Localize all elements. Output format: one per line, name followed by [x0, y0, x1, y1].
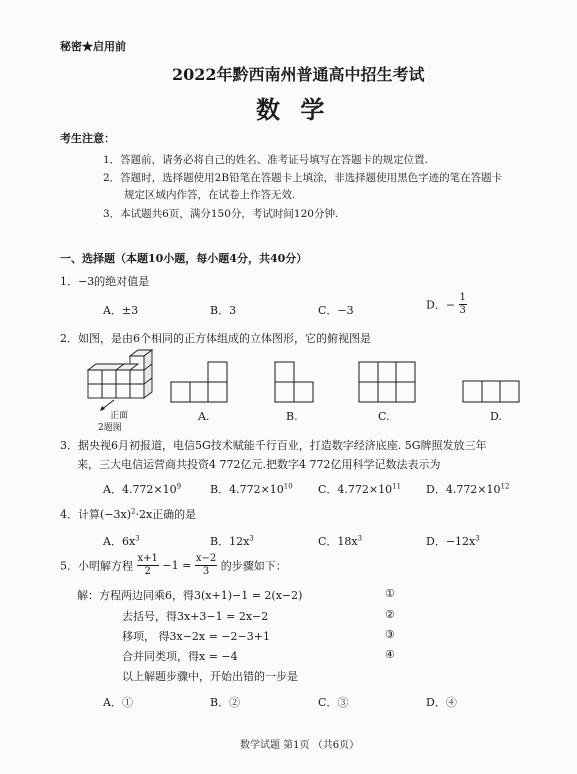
question-4-option-b: B．$12x^3$	[210, 534, 254, 548]
question-3-option-d: D．$4.772\times 10^{12}$	[426, 482, 510, 496]
notice-item-2: 2．答题时，选择题使用2B铅笔在答题卡上填涂，非选择题使用黑色字迹的笔在答题卡	[103, 172, 503, 184]
option-c-label: C.	[378, 410, 390, 423]
option-b-label: B.	[286, 410, 298, 423]
question-3-line-1: 3．据央视6月初报道，电信5G技术赋能千行百业，打造数字经济底座. 5G牌照发放三年	[60, 439, 487, 452]
solution-step-4: 合并同类项，得x = −4	[122, 650, 238, 663]
question-5-stem: 5．小明解方程 $\frac{x+1}{2}$ −1 = $\frac{x-2}{3}$ 的步骤如下：	[60, 553, 287, 577]
question-4-option-a: A．$6x^3$	[103, 534, 140, 548]
question-3-option-a: A．$4.772\times 10^9$	[103, 482, 182, 496]
question-1-option-d: D．− $\frac{1}{3}$	[426, 292, 466, 316]
notice-item-1: 1．答题前，请务必将自己的姓名、准考证号填写在答题卡的规定位置.	[103, 154, 429, 166]
subject-title: 数 学	[256, 95, 331, 124]
question-4-option-d: D．$-12x^3$	[426, 534, 480, 548]
question-1-option-c: C．−3	[318, 304, 354, 317]
notice-heading: 考生注意：	[60, 132, 115, 145]
question-1-option-b: B．3	[210, 304, 237, 317]
option-a-label: A.	[198, 410, 210, 423]
option-c-grid	[358, 361, 416, 403]
question-3-option-c: C．$4.772\times 10^{11}$	[318, 482, 402, 496]
question-1-stem: 1．−3的绝对值是	[60, 275, 150, 288]
question-5-prompt: 以上解题步骤中，开始出错的一步是	[122, 670, 298, 683]
solution-step-2-mark: ②	[385, 608, 395, 621]
notice-item-3: 3．本试题共6页，满分150分，考试时间120分钟.	[103, 208, 339, 220]
solution-step-3: 移项， 得3x−2x = −2−3+1	[122, 630, 270, 643]
question-5-option-a: A．①	[103, 696, 133, 709]
section-heading: 一、选择题（本题10小题，每小题4分，共40分）	[60, 252, 308, 265]
question-5-option-b: B．②	[210, 696, 241, 709]
solution-step-1: 解：方程两边同乘6，得3(x+1)−1 = 2(x−2)	[77, 589, 303, 602]
confidential-label: 秘密★启用前	[60, 40, 126, 53]
solution-step-4-mark: ④	[385, 648, 395, 661]
question-1-option-a: A．±3	[103, 304, 139, 317]
question-5-option-c: C．③	[318, 696, 349, 709]
front-view-label: 正面	[110, 411, 129, 421]
question-2-stem: 2．如图，是由6个相同的正方体组成的立体图形，它的俯视图是	[60, 332, 371, 345]
solution-step-2: 去括号，得3x+3−1 = 2x−2	[122, 610, 269, 623]
solution-step-3-mark: ③	[385, 628, 395, 641]
figure-2-caption: 2题图	[98, 423, 122, 433]
question-4-option-c: C．$18x^3$	[318, 534, 363, 548]
cube-stack-figure	[80, 340, 160, 410]
solution-step-1-mark: ①	[385, 587, 395, 600]
notice-item-2-cont: 规定区域内作答，在试卷上作答无效.	[124, 189, 296, 201]
exam-title: 2022年黔西南州普通高中招生考试	[172, 65, 425, 84]
option-b-grid	[274, 361, 314, 403]
question-3-option-b: B．$4.772\times 10^{10}$	[210, 482, 293, 496]
option-a-grid	[170, 361, 228, 403]
question-5-option-d: D．④	[426, 696, 457, 709]
question-4-stem: 4．计算$(-3x)^2\cdot 2x$正确的是	[60, 507, 197, 521]
page-footer: 数学试题 第1页 （共6页）	[240, 740, 360, 751]
option-d-grid	[462, 380, 520, 403]
option-d-label: D.	[490, 410, 502, 423]
question-3-line-2: 来，三大电信运营商共投资4 772亿元.把数字4 772亿用科学记数法表示为	[77, 458, 441, 471]
